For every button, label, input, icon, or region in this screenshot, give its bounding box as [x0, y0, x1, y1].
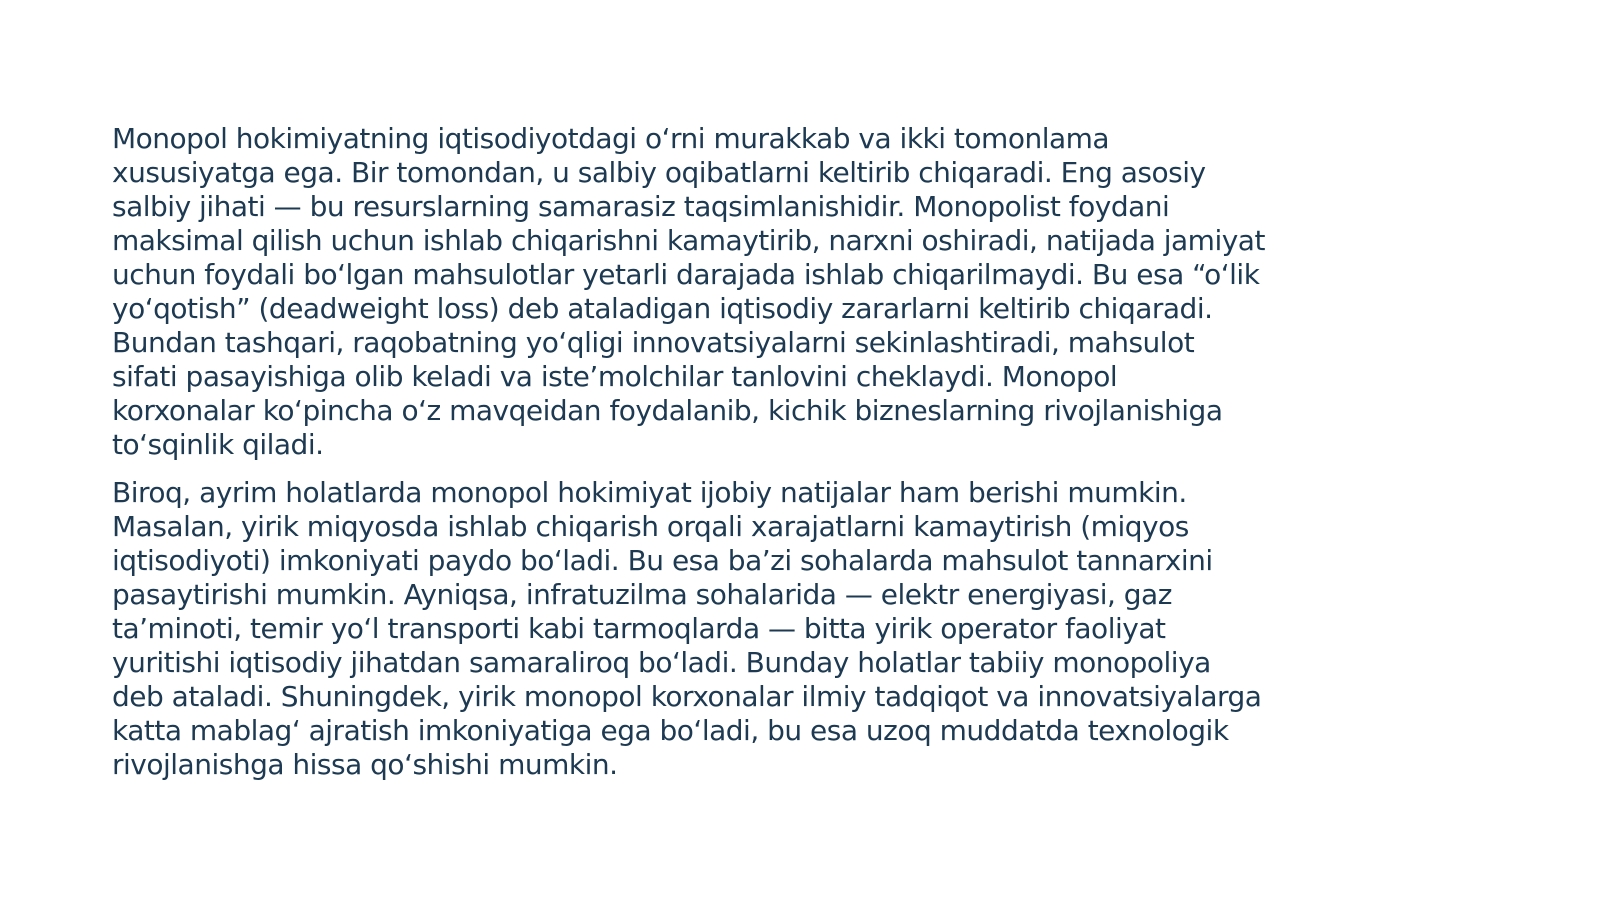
text-body: [112, 122, 1412, 782]
paragraph-monopoly-positive-effects: Biroq, ayrim holatlarda monopol hokimiyat ijobiy natijalar ham berishi mumkin. Masalan, yirik miqyosda ishlab chiqarish orqali xarajatlarni kamaytirish (miqyos iqtisodiyoti) imkoniyati paydo bo‘ladi. Bu esa ba’zi sohalarda mahsulot tannarxini pasaytirishi mumkin. Ayniqsa, infratuzilma sohalarida — elektr energiyasi, gaz ta’minoti, temir yo‘l transporti kabi tarmoqlarda — bitta yirik operator faoliyat yuritishi iqtisodiy jihatdan samaraliroq bo‘ladi. Bunday holatlar tabiiy monopoliya deb ataladi. Shuningdek, yirik monopol korxonalar ilmiy tadqiqot va innovatsiyalarga katta mablag‘ ajratish imkoniyatiga ega bo‘ladi, bu esa uzoq muddatda texnologik rivojlanishga hissa qo‘shishi mumkin.: [112, 476, 1262, 781]
paragraph-monopoly-negative-effects: Monopol hokimiyatning iqtisodiyotdagi o‘rni murakkab va ikki tomonlama xususiyatga ega. Bir tomondan, u salbiy oqibatlarni keltirib chiqaradi. Eng asosiy salbiy jihati — bu resurslarning samarasiz taqsimlanishidir. Monopolist foydani maksimal qilish uchun ishlab chiqarishni kamaytirib, narxni oshiradi, natijada jamiyat uchun foydali bo‘lgan mahsulotlar yetarli darajada ishlab chiqarilmaydi. Bu esa “o‘lik yo‘qotish” (deadweight loss) deb ataladigan iqtisodiy zararlarni keltirib chiqaradi. Bundan tashqari, raqobatning yo‘qligi innovatsiyalarni sekinlashtiradi, mahsulot sifati pasayishiga olib keladi va iste’molchilar tanlovini cheklaydi. Monopol korxonalar ko‘pincha o‘z mavqeidan foydalanib, kichik bizneslarning rivojlanishiga to‘sqinlik qiladi.: [112, 122, 1265, 461]
